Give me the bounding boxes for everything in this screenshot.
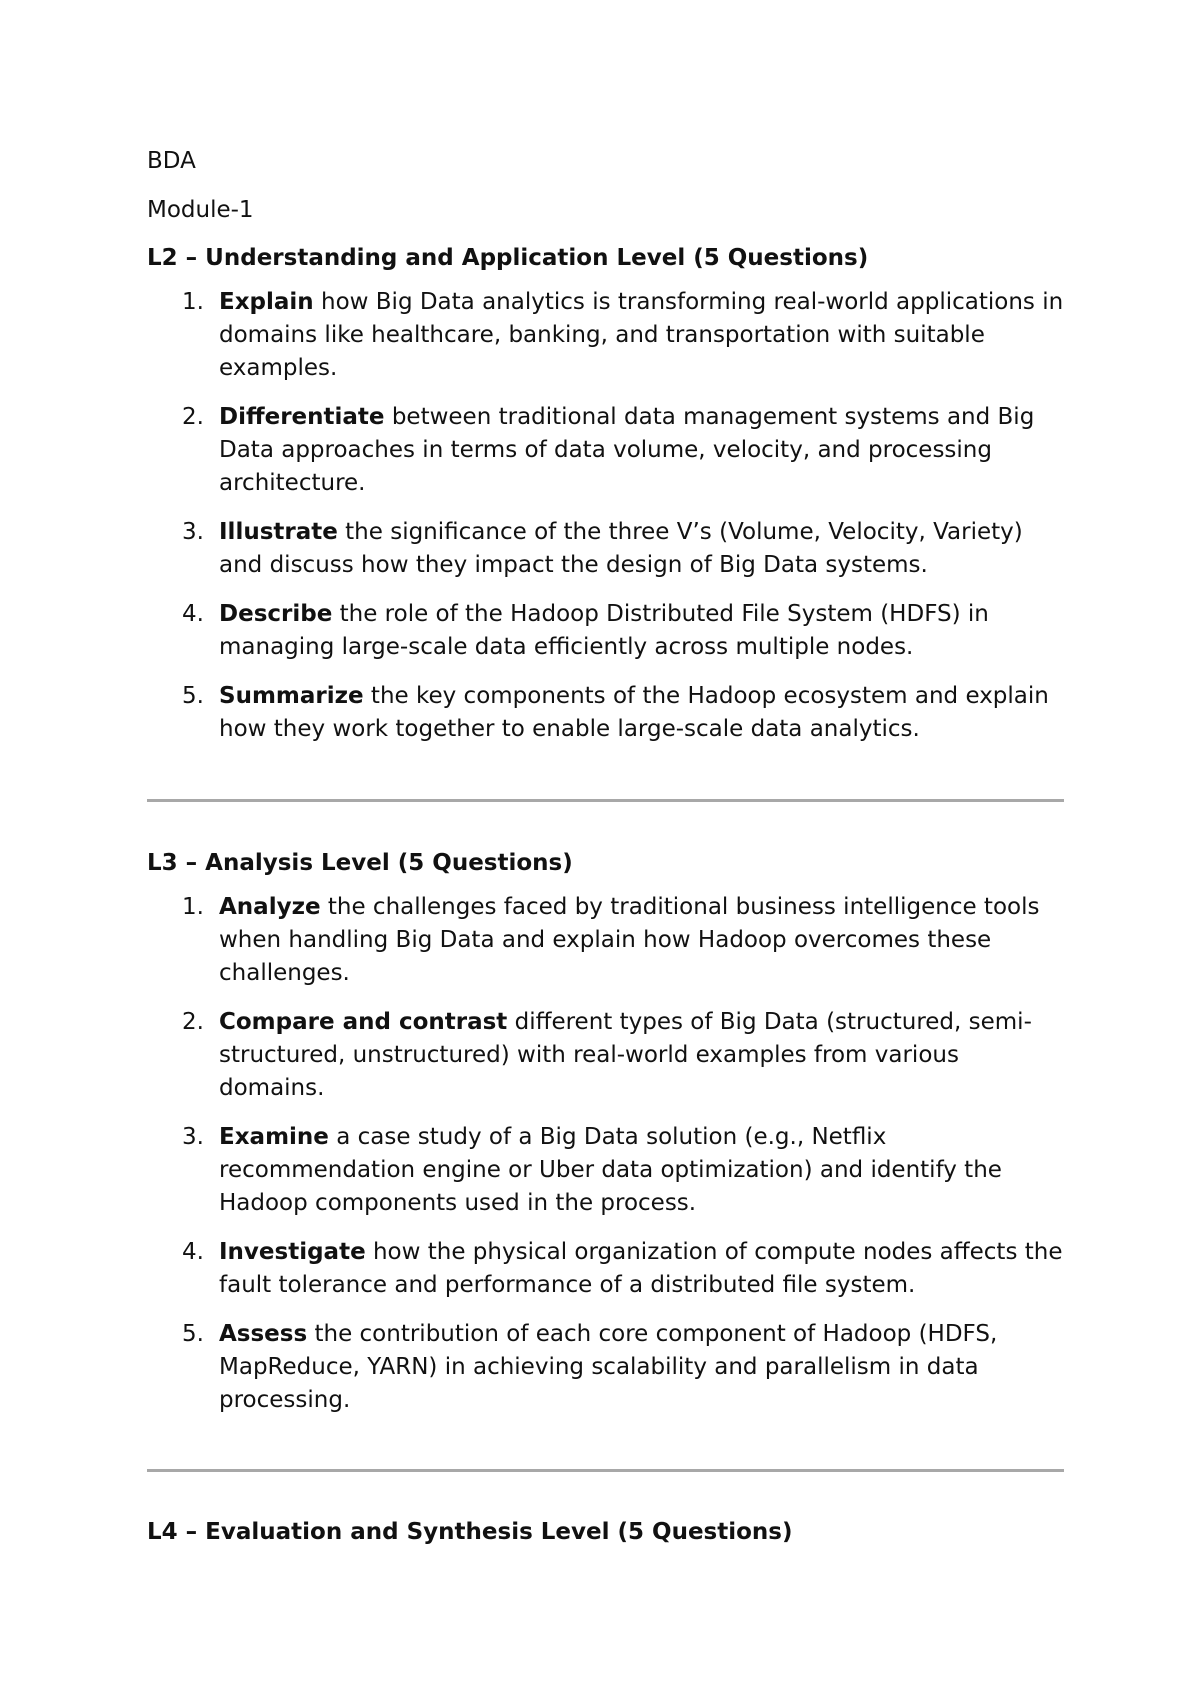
question-text: the significance of the three V’s (Volume, Velocity, Variety) and discuss how they impact the design of Big Data systems. — [219, 519, 1023, 578]
question-text: the contribution of each core component of Hadoop (HDFS, MapReduce, YARN) in achieving scalability and parallelism in data processing. — [219, 1321, 998, 1413]
question-list — [147, 891, 1067, 1417]
question-verb: Explain — [219, 289, 314, 315]
question-item — [147, 1006, 1067, 1105]
question-text: the key components of the Hadoop ecosystem and explain how they work together to enable large-scale data analytics. — [219, 683, 1049, 742]
question-number: 5. — [182, 1321, 204, 1347]
question-item — [147, 401, 1067, 500]
question-verb: Analyze — [219, 894, 321, 920]
question-verb: Summarize — [219, 683, 364, 709]
question-text: a case study of a Big Data solution (e.g., Netflix recommendation engine or Uber data optimization) and identify the Hadoop components used in the process. — [219, 1124, 1002, 1216]
section-divider — [147, 1469, 1064, 1472]
question-item — [147, 1121, 1067, 1220]
section-heading: L4 – Evaluation and Synthesis Level (5 Questions) — [147, 1519, 793, 1545]
section-heading: L2 – Understanding and Application Level (5 Questions) — [147, 245, 869, 271]
question-number: 3. — [182, 1124, 204, 1150]
document-title: BDA — [147, 148, 196, 174]
question-text: how Big Data analytics is transforming real-world applications in domains like healthcare, banking, and transportation with suitable examples. — [219, 289, 1064, 381]
question-text: the role of the Hadoop Distributed File System (HDFS) in managing large-scale data efficiently across multiple nodes. — [219, 601, 989, 660]
section-l3 — [147, 848, 1067, 1417]
section-l4 — [147, 1517, 1067, 1547]
question-item — [147, 286, 1067, 385]
question-number: 2. — [182, 1009, 204, 1035]
question-number: 4. — [182, 1239, 204, 1265]
question-item — [147, 1236, 1067, 1302]
question-text: the challenges faced by traditional business intelligence tools when handling Big Data and explain how Hadoop overcomes these challenges. — [219, 894, 1040, 986]
question-verb: Examine — [219, 1124, 329, 1150]
question-text: different types of Big Data (structured, semi-structured, unstructured) with real-world examples from various domains. — [219, 1009, 1032, 1101]
question-number: 5. — [182, 683, 204, 709]
question-verb: Assess — [219, 1321, 308, 1347]
question-number: 1. — [182, 289, 204, 315]
question-number: 1. — [182, 894, 204, 920]
question-item — [147, 516, 1067, 582]
question-text: between traditional data management systems and Big Data approaches in terms of data volume, velocity, and processing architecture. — [219, 404, 1035, 496]
question-verb: Illustrate — [219, 519, 338, 545]
question-verb: Compare and contrast — [219, 1009, 508, 1035]
question-verb: Describe — [219, 601, 333, 627]
question-list — [147, 286, 1067, 746]
question-number: 4. — [182, 601, 204, 627]
question-verb: Differentiate — [219, 404, 385, 430]
question-number: 3. — [182, 519, 204, 545]
question-item — [147, 598, 1067, 664]
section-l2 — [147, 243, 1067, 746]
question-item — [147, 891, 1067, 990]
module-label: Module-1 — [147, 197, 254, 223]
question-verb: Investigate — [219, 1239, 366, 1265]
question-item — [147, 1318, 1067, 1417]
section-heading: L3 – Analysis Level (5 Questions) — [147, 850, 573, 876]
question-text: how the physical organization of compute nodes affects the fault tolerance and performance of a distributed file system. — [219, 1239, 1063, 1298]
question-number: 2. — [182, 404, 204, 430]
question-item — [147, 680, 1067, 746]
section-divider — [147, 799, 1064, 802]
